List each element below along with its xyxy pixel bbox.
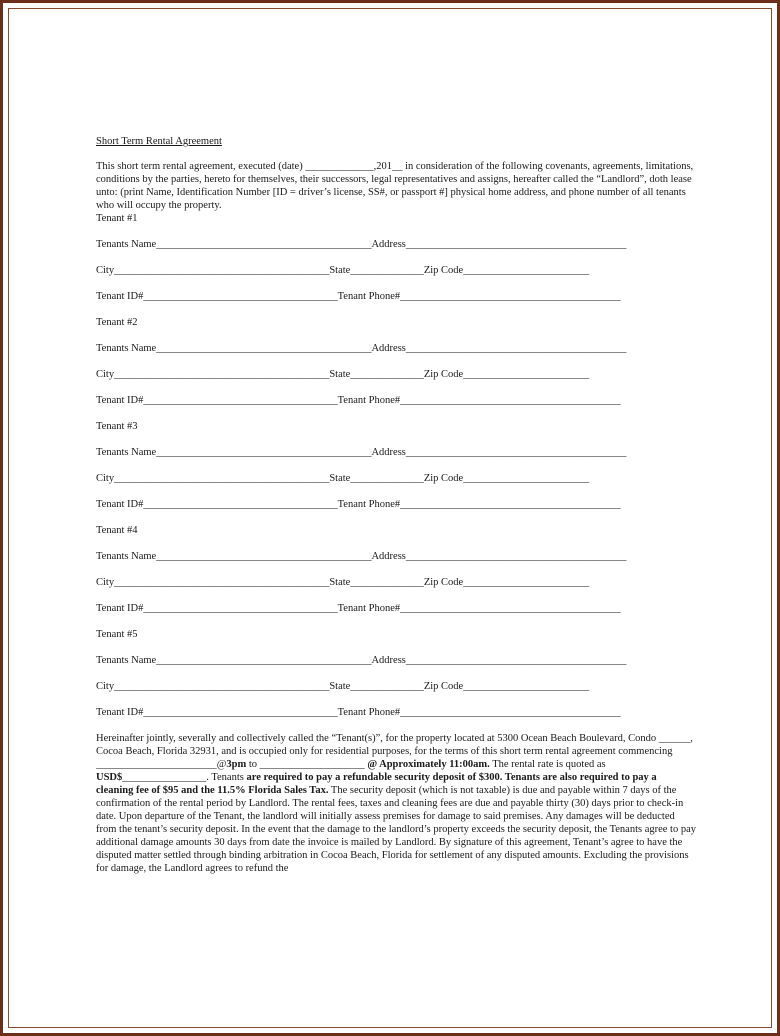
tenant-block-4 xyxy=(96,524,696,615)
terms-paragraph xyxy=(96,732,696,875)
tenant-label: Tenant #4 xyxy=(96,525,138,536)
tenant-block-5 xyxy=(96,628,696,719)
terms-text: s xyxy=(239,772,244,783)
tenant-label: Tenant #2 xyxy=(96,317,138,328)
terms-text: Hereinafter jointly, severally and collectively called the “Tenant(s)”, for the property located at 5300 Ocean Beach Boulevard, Condo ______, Cocoa Beach, Florida 32931, and is occupied only for residential purposes, for the terms of this short term rental agreement commencing _______________________@ xyxy=(96,733,693,770)
tenant-city-state-zip-line: City_________________________________________State______________Zip Code________________________ xyxy=(96,473,590,484)
tenant-name-address-line: Tenants Name_________________________________________Address__________________________________________ xyxy=(96,239,627,250)
tenant-name-address-line: Tenants Name_________________________________________Address__________________________________________ xyxy=(96,343,627,354)
tenant-city-state-zip-line: City_________________________________________State______________Zip Code________________________ xyxy=(96,681,590,692)
intro-paragraph: This short term rental agreement, executed (date) _____________,201__ in consideration of the following covenants, agreements, limitations, conditions by the parties, hereto for themselves, their successors, legal representatives and assigns, hereafter called the “Landlord”, doth lease unto: (print Name, Identification Number [ID = driver’s license, SS#, or passport #] physical home address, and phone number of all tenants who will occupy the property. xyxy=(96,161,694,211)
tenant-name-address-line: Tenants Name_________________________________________Address__________________________________________ xyxy=(96,655,627,666)
tenant-name-address-line: Tenants Name_________________________________________Address__________________________________________ xyxy=(96,551,627,562)
tenant-label: Tenant #1 xyxy=(96,213,138,224)
tenant-id-phone-line: Tenant ID#_____________________________________Tenant Phone#__________________________________________ xyxy=(96,395,621,406)
deposit-fee-terms: are required to pay a refundable security deposit of $300. Tenants are also required to pay a cleaning fee of $95 and the 11.5% Florida Sales Tax. xyxy=(96,772,657,796)
tenant-label: Tenant #3 xyxy=(96,421,138,432)
document-title: Short Term Rental Agreement xyxy=(96,136,222,147)
tenant-id-phone-line: Tenant ID#_____________________________________Tenant Phone#__________________________________________ xyxy=(96,603,621,614)
tenant-name-address-line: Tenants Name_________________________________________Address__________________________________________ xyxy=(96,447,627,458)
checkin-time: 3pm xyxy=(226,759,247,770)
tenant-city-state-zip-line: City_________________________________________State______________Zip Code________________________ xyxy=(96,577,590,588)
tenant-id-phone-line: Tenant ID#_____________________________________Tenant Phone#__________________________________________ xyxy=(96,499,621,510)
terms-text: ________________. Tenant xyxy=(122,772,240,783)
document-page xyxy=(96,135,696,886)
tenant-block-3 xyxy=(96,420,696,511)
terms-text: The security deposit (which is not taxable) is due and payable within 7 days of the confirmation of the rental period by Landlord. The rental fees, taxes and cleaning fees are due and payable thirty (30) days prior to check-in date. Upon departure of the Tenant, the landlord will initially assess premises for damage to said premises. Any damages will be deducted from the tenant’s security deposit. In the event that the damage to the landlord’s property exceeds the security deposit, the Tenants agree to pay additional damage amounts 30 days from date the invoice is mailed by Landlord. By signature of this agreement, Tenant’s agree to have the disputed matter settled through binding arbitration in Cocoa Beach, Florida for settlement of any disputed amounts. Excluding the provisions for damage, the Landlord agrees to refund the xyxy=(96,785,697,874)
tenant-block-2 xyxy=(96,316,696,407)
tenant-id-phone-line: Tenant ID#_____________________________________Tenant Phone#__________________________________________ xyxy=(96,707,621,718)
tenant-city-state-zip-line: City_________________________________________State______________Zip Code________________________ xyxy=(96,369,590,380)
checkout-time: @ Approximately 11:00am. xyxy=(367,759,490,770)
currency-label: USD$ xyxy=(96,772,123,783)
tenant-city-state-zip-line: City_________________________________________State______________Zip Code________________________ xyxy=(96,265,590,276)
tenant-id-phone-line: Tenant ID#_____________________________________Tenant Phone#__________________________________________ xyxy=(96,291,621,302)
tenant-block-1 xyxy=(96,212,696,303)
terms-text: to ____________________ xyxy=(246,759,368,770)
tenant-label: Tenant #5 xyxy=(96,629,138,640)
terms-text: The rental rate is quoted as xyxy=(489,759,606,770)
